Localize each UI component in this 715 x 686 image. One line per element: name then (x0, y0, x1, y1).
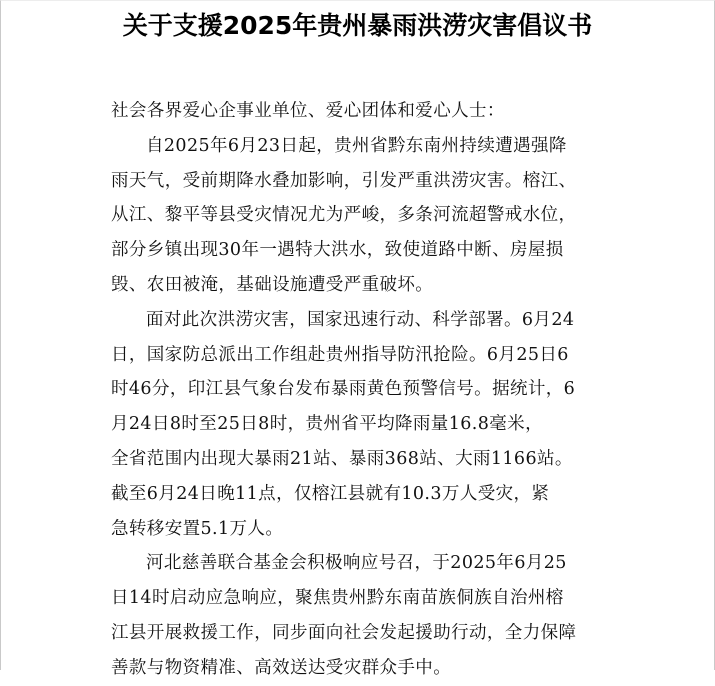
paragraph-line: 截至6月24日晚11点，仅榕江县就有10.3万人受灾，紧 (111, 483, 550, 504)
paragraph-2 (111, 303, 609, 547)
paragraph-line: 面对此次洪涝灾害，国家迅速行动、科学部署。6月24 (146, 309, 575, 330)
salutation: 社会各界爱心企事业单位、爱心团体和爱心人士： (111, 101, 505, 121)
paragraph-3 (111, 546, 609, 685)
paragraph-line: 从江、黎平等县受灾情况尤为严峻，多条河流超警戒水位， (111, 205, 577, 226)
paragraph-line: 日14时启动应急响应，聚焦贵州黔东南苗族侗族自治州榕 (111, 588, 564, 609)
paragraph-line: 时46分，印江县气象台发布暴雨黄色预警信号。据统计，6 (111, 379, 576, 400)
document-title: 关于支援2025年贵州暴雨洪涝灾害倡议书 (122, 11, 593, 40)
paragraph-line: 善款与物资精准、高效送达受灾群众手中。 (111, 657, 452, 678)
paragraph-line: 月24日8时至25日8时，贵州省平均降雨量16.8毫米， (111, 414, 543, 435)
paragraph-line: 毁、农田被淹，基础设施遭受严重破坏。 (111, 274, 434, 295)
paragraph-line: 河北慈善联合基金会积极响应号召，于2025年6月25 (146, 553, 567, 574)
paragraph-1 (111, 129, 609, 303)
document-body (111, 94, 609, 686)
paragraph-line: 急转移安置5.1万人。 (111, 518, 284, 539)
paragraph-line: 自2025年6月23日起，贵州省黔东南州持续遭遇强降 (146, 135, 567, 156)
paragraph-line: 江县开展救援工作，同步面向社会发起援助行动，全力保障 (111, 622, 577, 643)
paragraph-line: 全省范围内出现大暴雨21站、暴雨368站、大雨1166站。 (111, 448, 573, 469)
paragraph-line: 雨天气，受前期降水叠加影响，引发严重洪涝灾害。榕江、 (111, 170, 577, 191)
paragraph-line: 日，国家防总派出工作组赴贵州指导防汛抢险。6月25日6 (111, 344, 569, 365)
paragraph-line: 部分乡镇出现30年一遇特大洪水，致使道路中断、房屋损 (111, 240, 564, 261)
